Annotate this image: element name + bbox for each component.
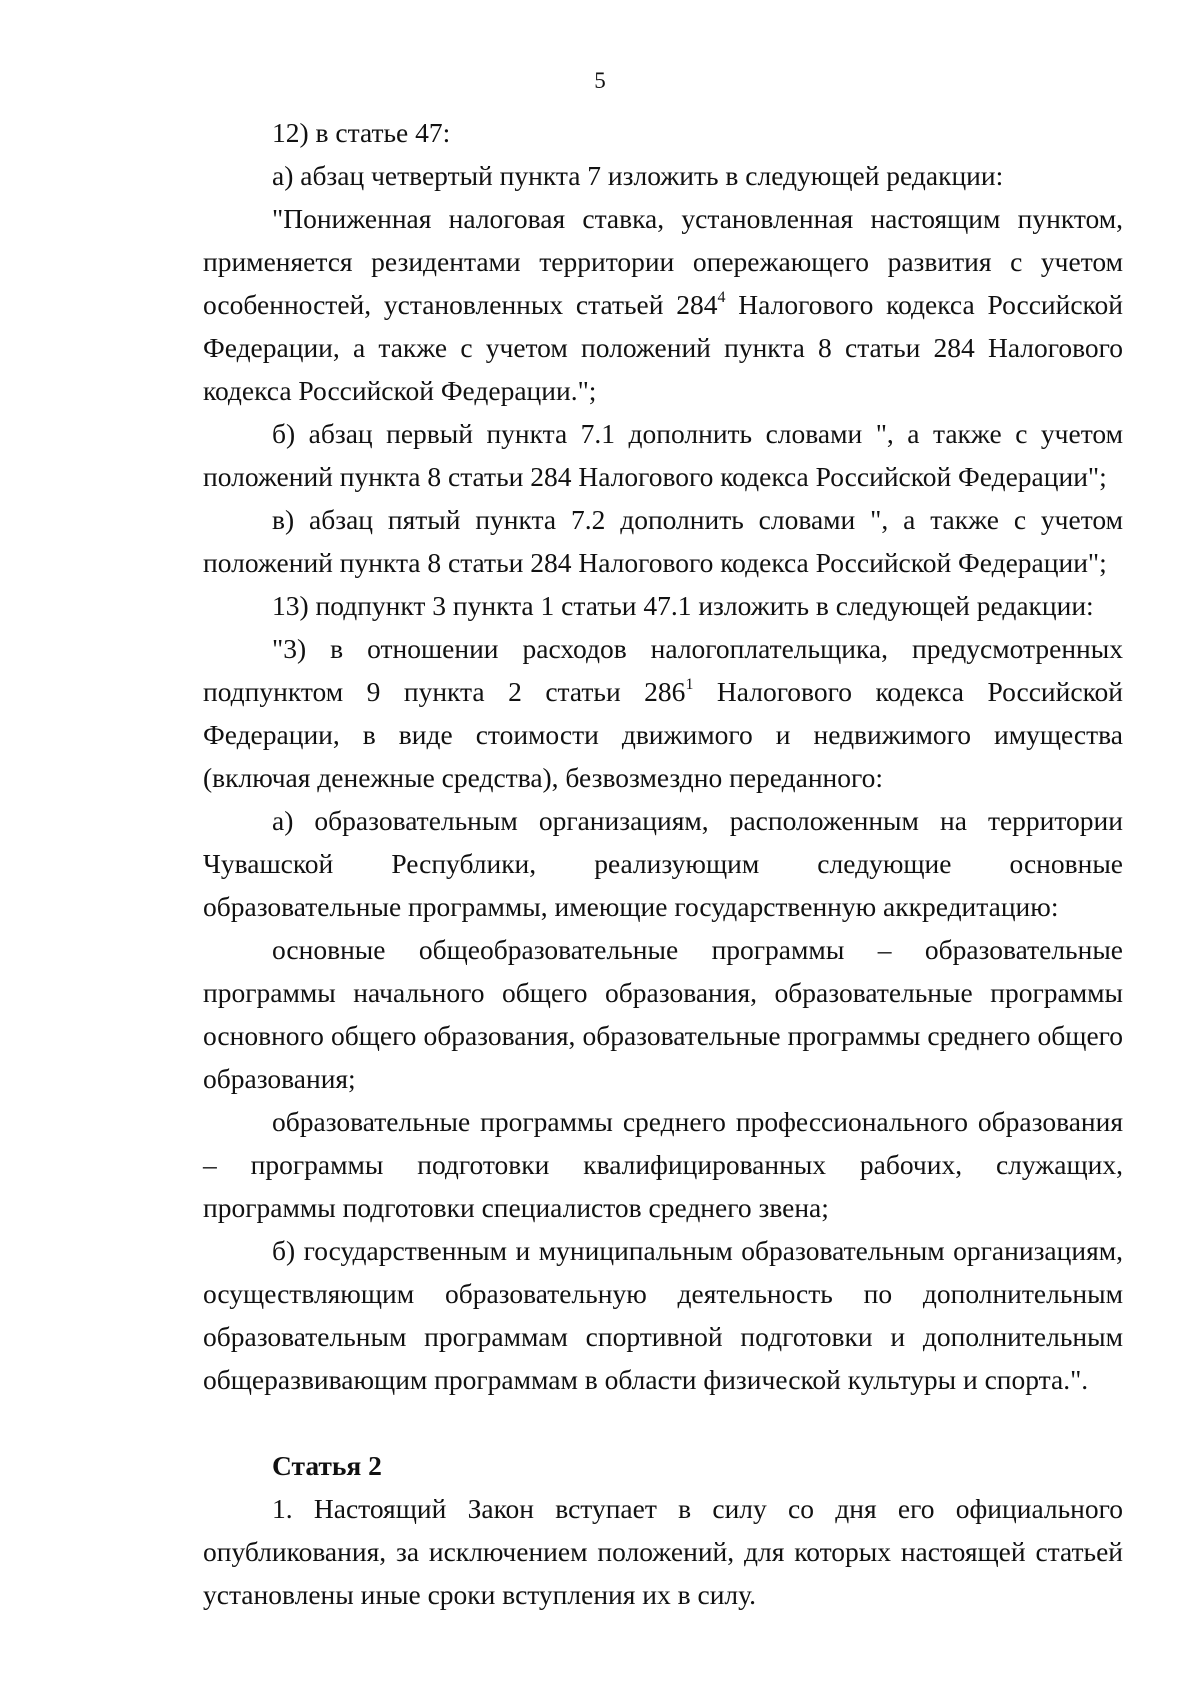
paragraph-general-education-programs: основные общеобразовательные программы – образовательные программы начального общего образования, образовательные программы основного общего образования, образовательные программы среднего общего образования; xyxy=(203,934,1123,1094)
article-paragraph: 1. Настоящий Закон вступает в силу со дня его официального опубликования, за исключением положений, для которых настоящей статьей установлены иные сроки вступления их в силу. xyxy=(203,1493,1123,1610)
quoted-paragraph-expenses: "3) в отношении расходов налогоплательщика, предусмотренных подпунктом 9 пункта 2 статьи $286^1$ Налогового кодекса Российской Федерации, в виде стоимости движимого и недвижимого имущества (включая денежные средства), безвозмездно переданного: xyxy=(203,633,1124,793)
paragraph-item-12: 12) в статье 47: xyxy=(272,117,451,148)
paragraph-educational-organizations: а) образовательным организациям, расположенным на территории Чувашской Республики, реализующим следующие основные образовательные программы, имеющие государственную аккредитацию: xyxy=(203,805,1123,922)
article-heading: Статья 2 xyxy=(272,1450,382,1481)
superscript-1: 1 xyxy=(685,675,694,693)
paragraph-sports-programs: б) государственным и муниципальным образовательным организациям, осуществляющим образовательную деятельность по дополнительным образовательным программам спортивной подготовки и дополнительным общеразвивающим программам в области физической культуры и спорта.". xyxy=(203,1235,1123,1395)
paragraph-subitem-v: в) абзац пятый пункта 7.2 дополнить словами ", а также с учетом положений пункта 8 статьи 284 Налогового кодекса Российской Федерации"; xyxy=(203,504,1123,578)
quoted-paragraph-reduced-rate: "Пониженная налоговая ставка, установленная настоящим пунктом, применяется резидентами территории опережающего развития с учетом особенностей, установленных статьей $284^4$ Налогового кодекса Российской Федерации, а также с учетом положений пункта 8 статьи 284 Налогового кодекса Российской Федерации."; xyxy=(203,203,1123,406)
paragraph-subitem-b: б) абзац первый пункта 7.1 дополнить словами ", а также с учетом положений пункта 8 статьи 284 Налогового кодекса Российской Федерации"; xyxy=(203,418,1123,492)
document-body xyxy=(203,111,1123,1616)
paragraph-item-13: 13) подпункт 3 пункта 1 статьи 47.1 изложить в следующей редакции: xyxy=(272,590,1094,621)
page-number: 5 xyxy=(594,68,606,93)
superscript-4: 4 xyxy=(717,288,726,306)
paragraph-subitem-a: а) абзац четвертый пункта 7 изложить в следующей редакции: xyxy=(272,160,1004,191)
paragraph-vocational-programs: образовательные программы среднего профессионального образования – программы подготовки квалифицированных рабочих, служащих, программы подготовки специалистов среднего звена; xyxy=(203,1106,1123,1223)
